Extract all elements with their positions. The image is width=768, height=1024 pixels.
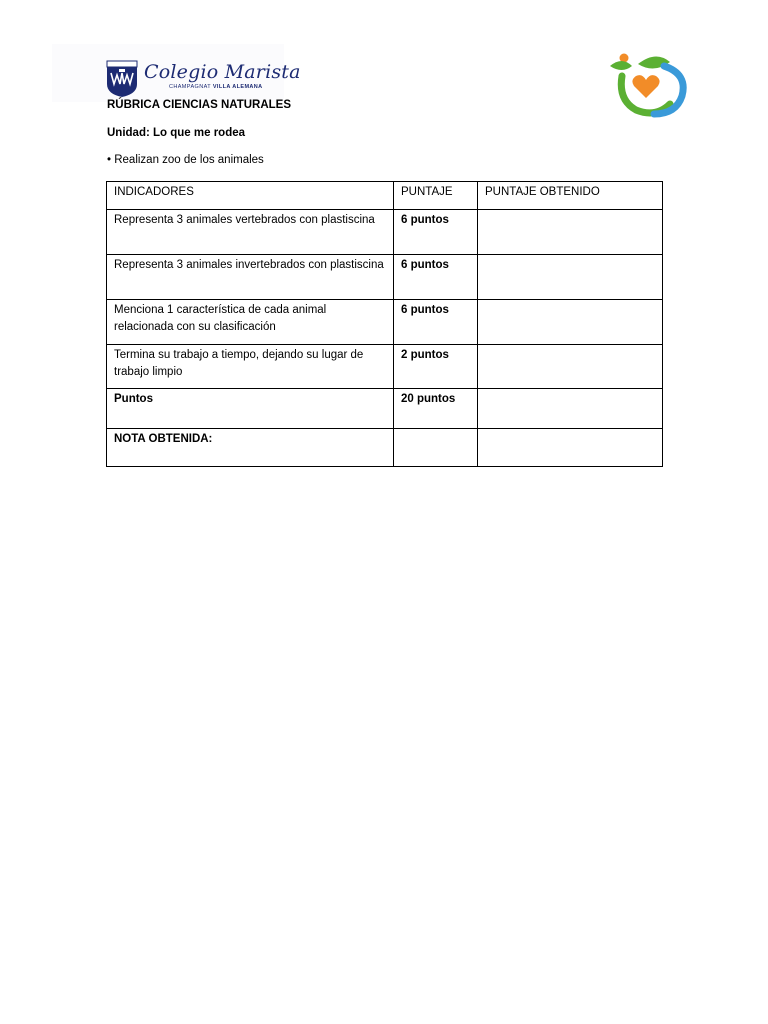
activity-bullet: • Realizan zoo de los animales <box>107 154 264 166</box>
obtained-cell[interactable] <box>478 255 663 300</box>
table-row <box>107 210 663 255</box>
table-row <box>107 345 663 389</box>
indicator-cell: Representa 3 animales invertebrados con plastiscina <box>107 255 394 300</box>
points-cell: 2 puntos <box>394 345 478 389</box>
school-logo <box>52 44 301 102</box>
total-points: 20 puntos <box>394 389 478 429</box>
school-name: Colegio Marista <box>144 61 301 83</box>
school-sub-place: VILLA ALEMANA <box>212 84 263 90</box>
school-crest-icon <box>106 60 138 98</box>
indicator-cell: Termina su trabajo a tiempo, dejando su lugar de trabajo limpio <box>107 345 394 389</box>
grade-row <box>107 429 663 467</box>
header-points-obtained: PUNTAJE OBTENIDO <box>478 182 663 210</box>
obtained-cell[interactable] <box>478 210 663 255</box>
grade-points-cell[interactable] <box>394 429 478 467</box>
grade-obtained-cell[interactable] <box>478 429 663 467</box>
table-row <box>107 255 663 300</box>
rubric-table <box>106 181 663 467</box>
total-label: Puntos <box>107 389 394 429</box>
unit-heading: Unidad: Lo que me rodea <box>107 127 246 139</box>
indicator-cell: Representa 3 animales vertebrados con plastiscina <box>107 210 394 255</box>
school-subtitle <box>169 84 263 90</box>
table-row <box>107 300 663 345</box>
points-cell: 6 puntos <box>394 300 478 345</box>
document-title: RÚBRICA CIENCIAS NATURALES <box>107 99 291 111</box>
school-sub-prefix: CHAMPAGNAT <box>169 84 211 90</box>
indicator-cell: Menciona 1 característica de cada animal relacionada con su clasificación <box>107 300 394 345</box>
obtained-cell[interactable] <box>478 300 663 345</box>
total-row <box>107 389 663 429</box>
header-indicators: INDICADORES <box>107 182 394 210</box>
obtained-cell[interactable] <box>478 345 663 389</box>
total-obtained-cell[interactable] <box>478 389 663 429</box>
leaf-heart-logo-icon <box>604 52 688 118</box>
points-cell: 6 puntos <box>394 255 478 300</box>
points-cell: 6 puntos <box>394 210 478 255</box>
header-points: PUNTAJE <box>394 182 478 210</box>
table-header-row <box>107 182 663 210</box>
grade-label: NOTA OBTENIDA: <box>107 429 394 467</box>
